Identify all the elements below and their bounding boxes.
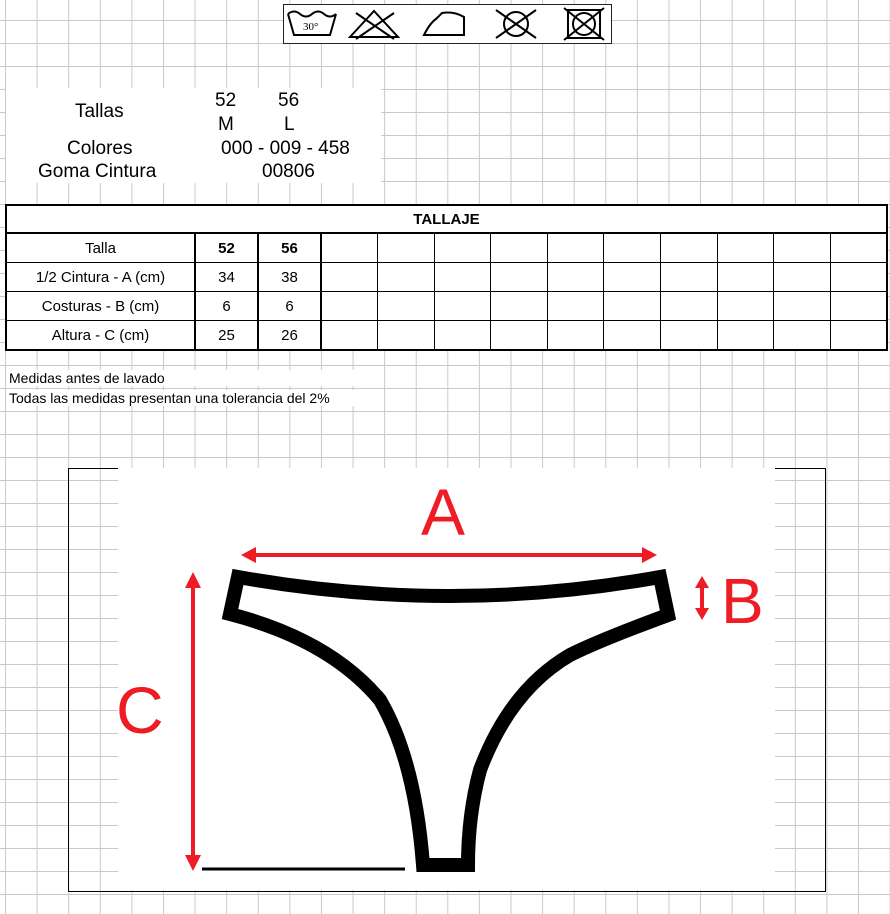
size-numeric-56: 56	[278, 90, 300, 111]
size-letter-m: M	[218, 114, 234, 135]
measure-a-arrow	[241, 547, 657, 563]
row-label: Talla	[6, 233, 195, 263]
table-cell: 25	[195, 321, 258, 351]
note-tolerance: Todas las medidas presentan una tolerancia del 2%	[9, 390, 379, 406]
row-label: Costuras - B (cm)	[6, 292, 195, 321]
measure-c-arrow	[185, 572, 201, 871]
tallaje-title: TALLAJE	[6, 205, 887, 233]
size-header-56: 56	[258, 233, 321, 263]
label-b: B	[721, 565, 764, 637]
goma-cintura-value: 00806	[262, 161, 315, 182]
label-c: C	[116, 673, 164, 747]
label-a: A	[421, 475, 466, 549]
colores-value: 000 - 009 - 458	[221, 138, 350, 159]
row-label: Altura - C (cm)	[6, 321, 195, 351]
row-label: 1/2 Cintura - A (cm)	[6, 263, 195, 292]
wash-temp-text: 30°	[303, 21, 319, 33]
colores-label: Colores	[67, 138, 133, 159]
table-cell: 6	[195, 292, 258, 321]
table-cell: 6	[258, 292, 321, 321]
size-numeric-52: 52	[215, 90, 237, 111]
table-cell: 34	[195, 263, 258, 292]
garment-outline	[230, 577, 668, 865]
size-header-52: 52	[195, 233, 258, 263]
table-cell: 38	[258, 263, 321, 292]
table-cell: 26	[258, 321, 321, 351]
tallas-label: Tallas	[75, 101, 124, 122]
note-before-wash: Medidas antes de lavado	[9, 370, 379, 386]
goma-cintura-label: Goma Cintura	[38, 161, 157, 182]
size-letter-l: L	[284, 114, 295, 135]
measure-b-arrow	[695, 576, 709, 620]
